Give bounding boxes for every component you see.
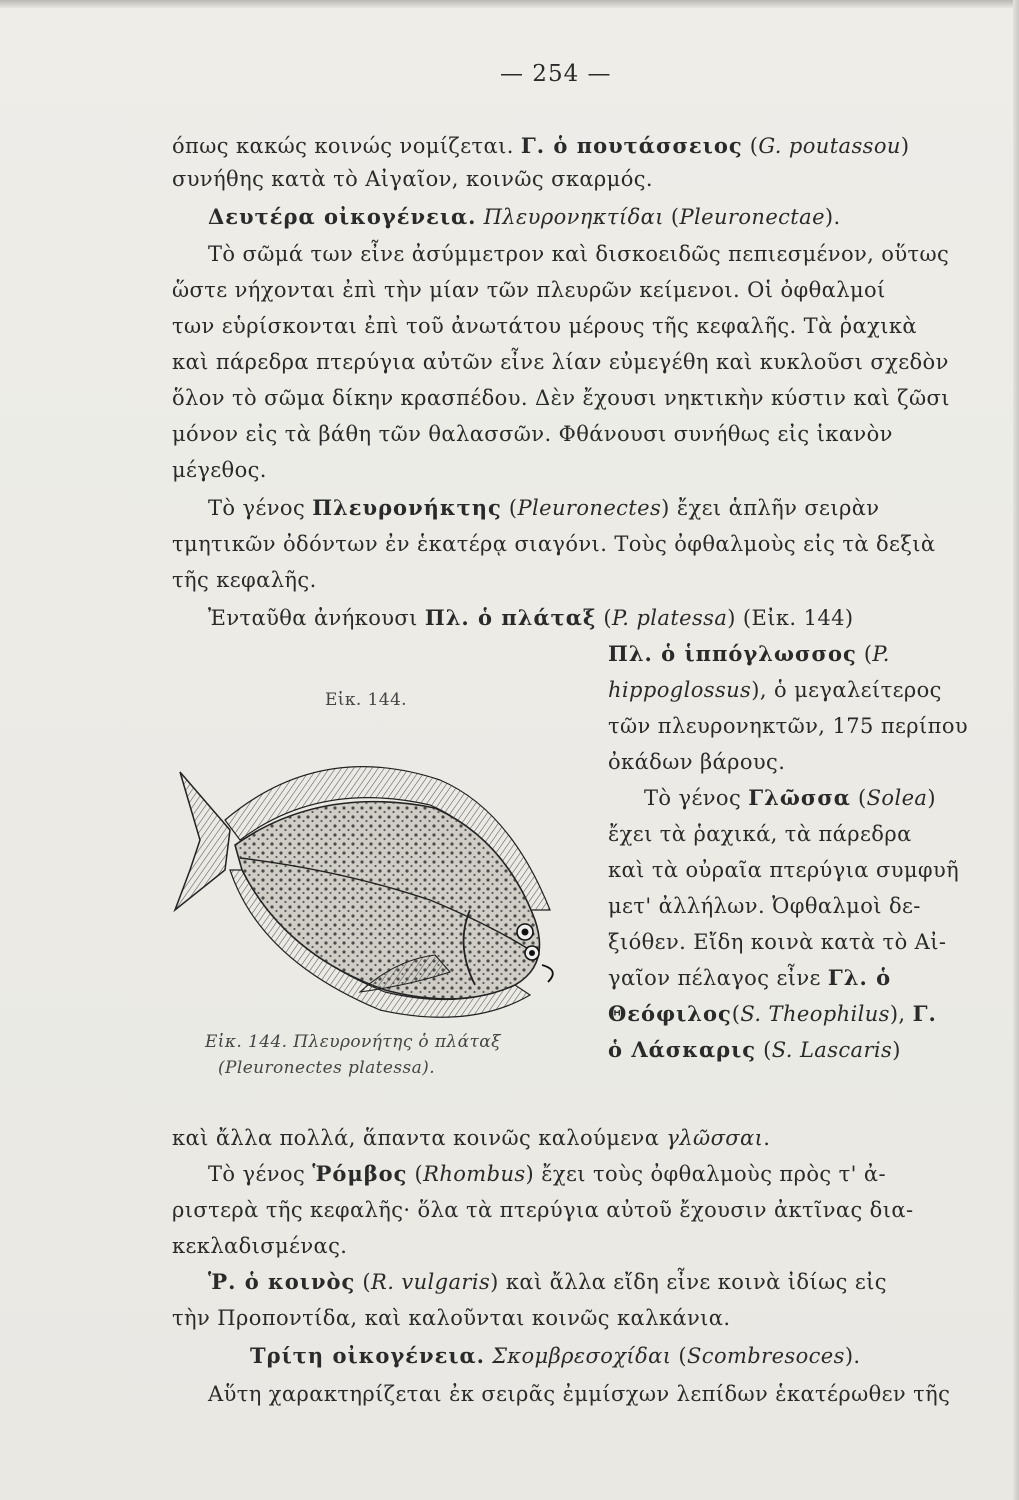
right-line-12: ὁ Λάσκαρις (S. Lascaris): [608, 1037, 901, 1062]
right-line-6: ἔχει τὰ ῥαχικά, τὰ πάρεδρα: [608, 822, 912, 846]
text-line-12: τμητικῶν ὀδόντων ἐν ἑκατέρᾳ σιαγόνι. Τοὺς ὀφθαλμοὺς εἰς τὰ δεξιὰ: [172, 532, 936, 556]
text-line-19: Ῥ. ὁ κοινὸς (R. vulgaris) καὶ ἄλλα εἴδη εἶνε κοινὰ ἰδίως εἰς: [208, 1269, 887, 1294]
text-line-6: των εὑρίσκονται ἐπὶ τοῦ ἀνωτάτου μέρους τῆς κεφαλῆς. Τὰ ῥαχικὰ: [172, 314, 917, 338]
text-line-9: μόνον εἰς τὰ βάθη τῶν θαλασσῶν. Φθάνουσι συνήθως εἰς ἱκανὸν: [172, 422, 893, 446]
text-line-11: Τὸ γένος Πλευρονήκτης (Pleuronectes) ἔχει ἁπλῆν σειρὰν: [208, 495, 880, 520]
mouth: [542, 965, 553, 982]
text-line-16: Τὸ γένος Ῥόμβος (Rhombus) ἔχει τοὺς ὀφθαλμοὺς πρὸς τ' ἀ-: [208, 1161, 887, 1186]
text-line-15: καὶ ἄλλα πολλά, ἅπαντα κοινῶς καλούμενα γλῶσσαι.: [172, 1126, 771, 1150]
text-line-14: Ἐνταῦθα ἀνήκουσι Πλ. ὁ πλάταξ (P. platessa) (Εἰκ. 144): [208, 605, 854, 630]
right-line-9: ξιόθεν. Εἴδη κοινὰ κατὰ τὸ Αἰ-: [608, 930, 947, 954]
right-line-10: γαῖον πέλαγος εἶνε Γλ. ὁ: [608, 965, 892, 990]
figure-caption: Εἰκ. 144. Πλευρονήτης ὁ πλάταξ: [205, 1032, 501, 1052]
right-line-4: ὀκάδων βάρους.: [608, 750, 786, 774]
text-line-17: ριστερὰ τῆς κεφαλῆς· ὅλα τὰ πτερύγια αὐτοῦ ἔχουσιν ἀκτῖνας δια-: [172, 1198, 914, 1222]
section-heading-second-family: Δευτέρα οἰκογένεια. Πλευρονηκτίδαι (Pleuronectae).: [208, 204, 841, 229]
page-number: — 254 —: [500, 61, 612, 87]
tail-fin: [175, 772, 230, 910]
figure-caption-latin: (Pleuronectes platessa).: [218, 1058, 435, 1078]
right-line-11: Θεόφιλος(S. Theophilus), Γ.: [608, 1001, 937, 1026]
figure-label: Εἰκ. 144.: [325, 690, 407, 710]
right-line-1: Πλ. ὁ ἱππόγλωσσος (P.: [608, 641, 890, 666]
text-line-4: Τὸ σῶμά των εἶνε ἀσύμμετρον καὶ δισκοειδῶς πεπιεσμένον, οὕτως: [208, 242, 950, 266]
right-line-2: hippoglossus), ὁ μεγαλείτερος: [608, 678, 942, 702]
text-line-5: ὥστε νήχονται ἐπὶ τὴν μίαν τῶν πλευρῶν κείμενοι. Οἱ ὀφθαλμοί: [172, 278, 886, 302]
text-line-13: τῆς κεφαλῆς.: [172, 568, 317, 592]
page-top-edge: [0, 0, 1019, 8]
page-right-edge: [1013, 0, 1019, 1500]
text-line-10: μέγεθος.: [172, 458, 267, 482]
right-line-5: Τὸ γένος Γλῶσσα (Solea): [644, 785, 936, 810]
text-line-7: καὶ πάρεδρα πτερύγια αὐτῶν εἶνε λίαν εὐμεγέθη καὶ κυκλοῦσι σχεδὸν: [172, 350, 949, 374]
text-line-1: όπως κακώς κοινώς νομίζεται. Γ. ὁ πουτάσσειος (G. poutassou): [172, 133, 910, 158]
text-line-8: ὅλον τὸ σῶμα δίκην κρασπέδου. Δὲν ἔχουσι νηκτικὴν κύστιν καὶ ζῶσι: [172, 386, 950, 410]
text-line-20: τὴν Προποντίδα, καὶ καλοῦνται κοινῶς καλκάνια.: [172, 1306, 731, 1330]
right-line-7: καὶ τὰ οὐραῖα πτερύγια συμφυῆ: [608, 858, 960, 882]
text-line-2: συνήθης κατὰ τὸ Αἰγαῖον, κοινῶς σκαρμός.: [172, 167, 653, 191]
text-line-22: Αὕτη χαρακτηρίζεται ἐκ σειρᾶς ἐμμίσχων λεπίδων ἑκατέρωθεν τῆς: [208, 1382, 951, 1406]
plaice-illustration: [170, 760, 590, 1030]
section-heading-third-family: Τρίτη οἰκογένεια. Σκομβρεσοχίδαι (Scombresoces).: [250, 1343, 861, 1368]
right-line-3: τῶν πλευρονηκτῶν, 175 περίπου: [608, 714, 969, 738]
text-line-18: κεκλαδισμένας.: [172, 1234, 348, 1258]
flatfish-engraving: [170, 760, 590, 1030]
right-line-8: μετ' ἀλλήλων. Ὀφθαλμοὶ δε-: [608, 894, 921, 918]
